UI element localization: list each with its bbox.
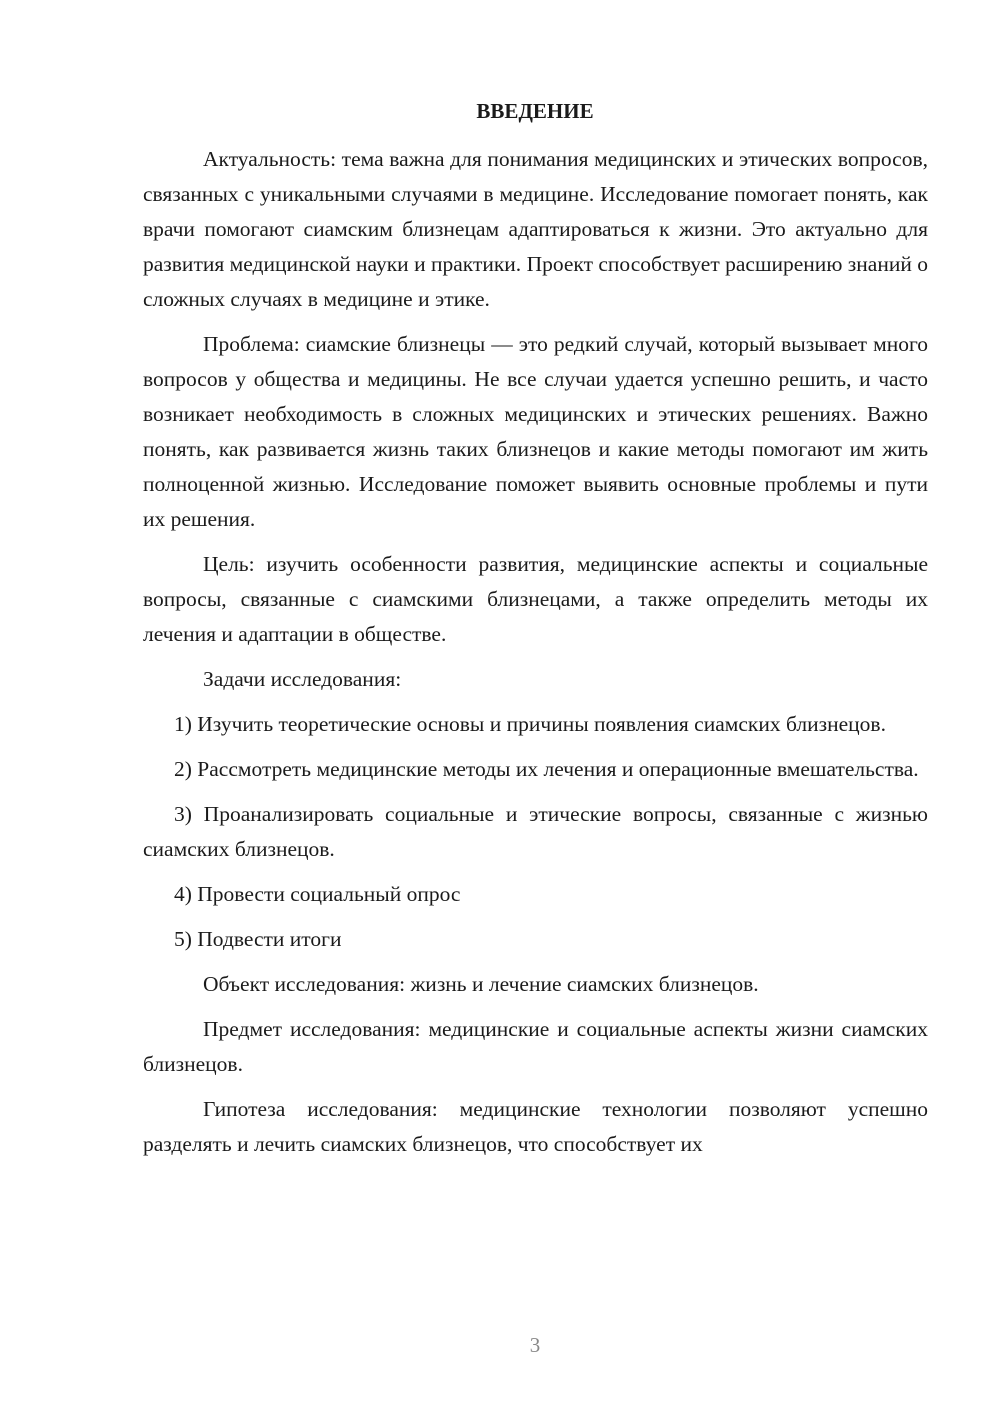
tasks-title: Задачи исследования:: [203, 667, 402, 691]
task-item-1: 1) Изучить теоретические основы и причины появления сиамских близнецов.: [174, 712, 886, 736]
page-number: 3: [529, 1333, 541, 1357]
problem-paragraph: Проблема: сиамские близнецы — это редкий случай, который вызывает много вопросов у общества и медицины. Не все случаи удается успешно решить, и часто возникает необходимость в сложных медицинских и этических решениях. Важно понять, как развивается жизнь таких близнецов и какие методы помогают им жить полноценной жизнью. Исследование поможет выявить основные проблемы и пути их решения.: [143, 332, 928, 531]
goal-paragraph: Цель: изучить особенности развития, медицинские аспекты и социальные вопросы, связанные с сиамскими близнецами, а также определить методы их лечения и адаптации в обществе.: [143, 552, 928, 646]
object-paragraph: Объект исследования: жизнь и лечение сиамских близнецов.: [203, 972, 759, 996]
relevance-paragraph: Актуальность: тема важна для понимания медицинских и этических вопросов, связанных с уникальными случаями в медицине. Исследование помогает понять, как врачи помогают сиамским близнецам адаптироваться к жизни. Это актуально для развития медицинской науки и практики. Проект способствует расширению знаний о сложных случаях в медицине и этике.: [143, 147, 928, 311]
document-body: [143, 142, 928, 1172]
task-item-4: 4) Провести социальный опрос: [174, 882, 461, 906]
task-item-2: 2) Рассмотреть медицинские методы их лечения и операционные вмешательства.: [174, 757, 919, 781]
section-heading: ВВЕДЕНИЕ: [476, 99, 594, 123]
task-item-5: 5) Подвести итоги: [174, 927, 342, 951]
hypothesis-paragraph: Гипотеза исследования: медицинские технологии позволяют успешно разделять и лечить сиамских близнецов, что способствует их: [143, 1097, 928, 1156]
task-item-3: 3) Проанализировать социальные и этические вопросы, связанные с жизнью сиамских близнецов.: [143, 802, 928, 861]
subject-paragraph: Предмет исследования: медицинские и социальные аспекты жизни сиамских близнецов.: [143, 1017, 928, 1076]
